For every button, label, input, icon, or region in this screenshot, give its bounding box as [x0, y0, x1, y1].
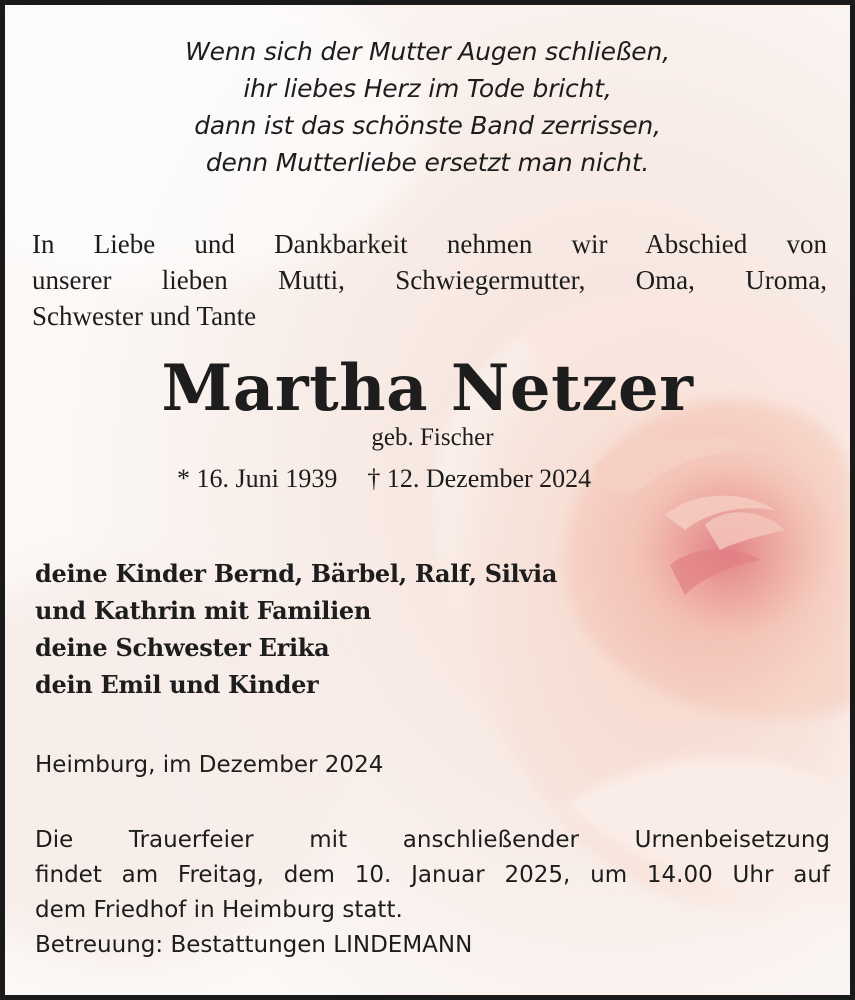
intro-line: Schwester und Tante	[32, 301, 257, 331]
ceremony-line: dem Friedhof in Heimburg statt.	[35, 897, 403, 923]
place-and-date: Heimburg, im Dezember 2024	[35, 752, 384, 778]
poem-line: Wenn sich der Mutter Augen schließen,	[185, 37, 670, 66]
poem-line: denn Mutterliebe ersetzt man nicht.	[205, 148, 650, 177]
funeral-details	[35, 823, 830, 963]
mourner-line: deine Kinder Bernd, Bärbel, Ralf, Silvia	[35, 559, 558, 588]
intro-line: unserer lieben Mutti, Schwiegermutter, Oma, Uroma,	[32, 265, 827, 295]
ceremony-line: findet am Freitag, dem 10. Januar 2025, um 14.00 Uhr auf	[35, 862, 830, 888]
mourner-line: deine Schwester Erika	[35, 633, 330, 662]
mourners-list	[35, 555, 557, 703]
memorial-poem	[5, 33, 850, 181]
mourner-line: und Kathrin mit Familien	[35, 596, 372, 625]
ceremony-line: Die Trauerfeier mit anschließender Urnenbeisetzung	[35, 827, 830, 853]
birth-date: * 16. Juni 1939	[177, 464, 338, 493]
poem-line: dann ist das schönste Band zerrissen,	[194, 111, 661, 140]
poem-line: ihr liebes Herz im Tode bricht,	[243, 74, 612, 103]
maiden-name: geb. Fischer	[371, 424, 494, 451]
mourner-line: dein Emil und Kinder	[35, 670, 319, 699]
notice-text	[5, 5, 850, 995]
intro-line: In Liebe und Dankbarkeit nehmen wir Abschied von	[32, 229, 827, 259]
death-date: † 12. Dezember 2024	[367, 464, 592, 493]
funeral-home: Betreuung: Bestattungen LINDEMANN	[35, 932, 473, 958]
farewell-intro	[32, 226, 827, 334]
life-dates	[177, 463, 591, 495]
deceased-name: Martha Netzer	[161, 351, 694, 426]
